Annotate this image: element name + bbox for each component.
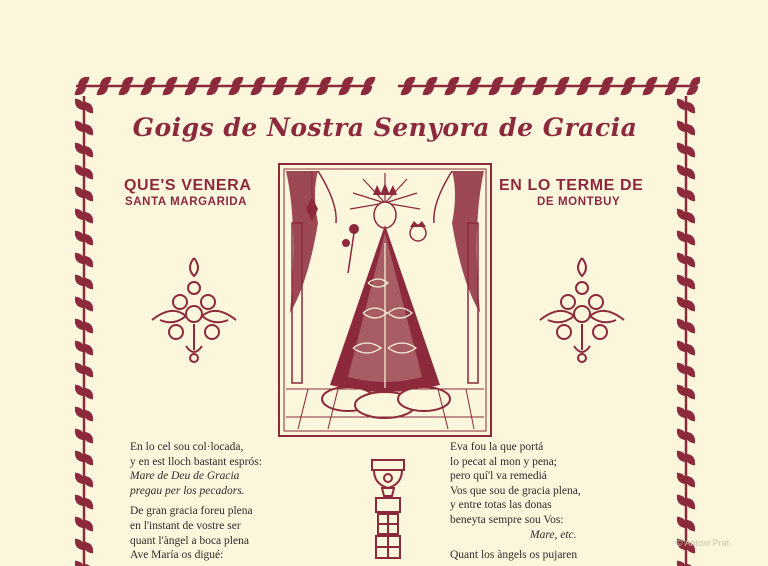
verse-line: y en est lloch bastant esprós: (130, 455, 262, 468)
floral-border-left (66, 96, 102, 566)
verse-line: En lo cel sou col·locada, (130, 441, 244, 453)
verse-line: Ave María os digué: (130, 549, 224, 562)
ornament-right-icon (534, 254, 630, 364)
verse-line: Mare de Deu de Gracia (130, 470, 240, 483)
floral-border-right (668, 96, 704, 566)
left-header-line2: SANTA MARGARIDA (125, 196, 248, 208)
left-header-line1: QUE'S VENERA (124, 177, 252, 194)
verse-line: Mare, etc. (530, 528, 577, 541)
right-header-line2: DE MONTBUY (537, 196, 621, 208)
verse-line: Eva fou la que portá (450, 441, 544, 453)
verse-line: y entre totas las donas (450, 499, 552, 512)
verse-line: pregau per los pecadors. (130, 484, 245, 497)
page-title: Goigs de Nostra Senyora de Gracia (132, 113, 638, 142)
verse-line: Quant los àngels os pujaren (450, 549, 578, 562)
verse-line: en l'instant de vostre ser (130, 519, 241, 532)
verse-line: pero quí'l va remediá (450, 470, 547, 483)
right-header-line1: EN LO TERME DE (499, 177, 644, 194)
verse-line: quant l'àngel a boca plena (130, 534, 249, 547)
vase-ornament-icon (366, 458, 410, 559)
verse-line: Vos que sou de gracia plena, (450, 484, 581, 497)
verse-line: lo pecat al mon y pena; (450, 455, 557, 468)
ornament-left-icon (146, 254, 242, 364)
virgin-woodcut-image (278, 163, 492, 437)
verses-right (450, 440, 660, 563)
verse-line: De gran gracia foreu plena (130, 505, 253, 518)
verses-left (130, 440, 330, 563)
floral-border-top (68, 68, 700, 104)
watermark: © Antoni Prat (676, 538, 730, 548)
verse-line: beneyta sempre sou Vos: (450, 513, 564, 526)
